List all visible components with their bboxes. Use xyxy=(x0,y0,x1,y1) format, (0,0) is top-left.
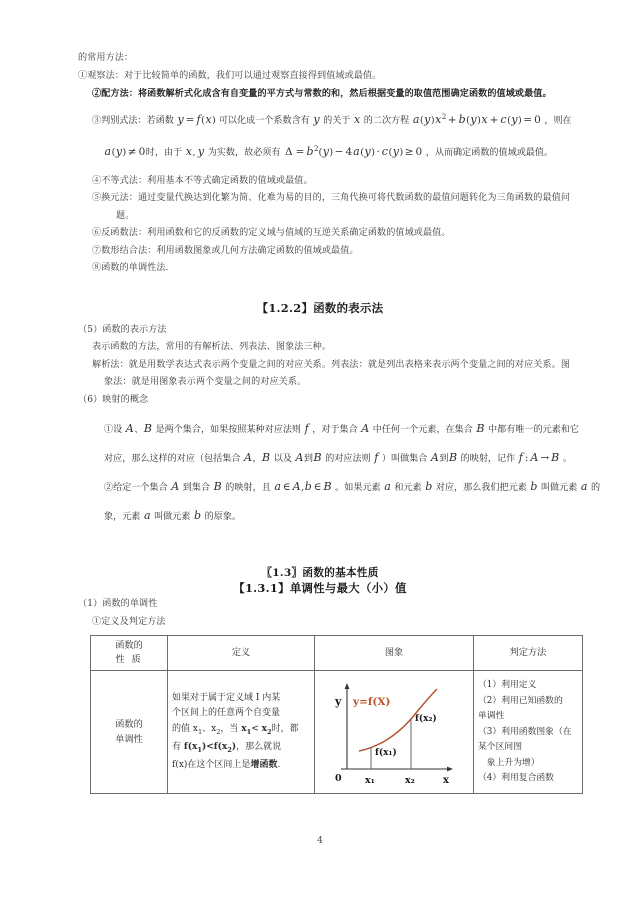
intro-line: 的常用方法： xyxy=(78,53,134,63)
x1-axis-label: x₁ xyxy=(365,775,375,787)
method-line-4: （3）利用函数图象（在 xyxy=(478,726,572,737)
x2-axis-label: x₂ xyxy=(405,775,415,787)
curve-label: y=f(X) xyxy=(353,696,391,709)
table-header-property xyxy=(91,636,168,671)
method-item-1: ①观察法：对于比较简单的函数，我们可以通过观察直接得到值域或最值。 xyxy=(78,70,382,81)
mapping-def-2-line-1: ②给定一个集合 A 到集合 B 的映射，且 a ∈ A,b ∈ B 。如果元素 a 和元素 b 对应，那么我们把元素 b 叫做元素 a 的 xyxy=(104,480,601,494)
cell-methods xyxy=(474,671,583,794)
cell-property-name xyxy=(91,671,168,794)
origin-label: 0 xyxy=(335,773,342,785)
cell-graph xyxy=(315,671,474,794)
definition-line-5: f(x)在这个区间上是增函数. xyxy=(172,760,281,771)
method-item-7: ⑦数形结合法：利用函数图象或几何方法确定函数的值域或最值。 xyxy=(92,245,359,256)
definition-line-2: 个区间上的任意两个自变量 xyxy=(172,708,281,719)
definition-line-3: 的值 $x_1$、$x_2$，当 $x_1< x_2$时，都 xyxy=(172,723,299,736)
table-header-property-line2: 性 质 xyxy=(115,654,143,666)
increasing-function-graph xyxy=(319,673,469,791)
item-1-label: （1）函数的单调性 xyxy=(78,599,158,610)
definition-bold-term: 增函数 xyxy=(250,760,278,771)
mapping-def-1-line-2: 对应，那么这样的对应（包括集合 A，B 以及 A到B 的对应法则 f ）叫做集合 A到B 的映射，记作 f : A → B 。 xyxy=(104,451,572,465)
table-header-property-line1: 函数的 xyxy=(115,640,143,652)
item-5-line-1: 表示函数的方法，常用的有解析法、列表法、图象法三种。 xyxy=(92,342,332,353)
y-axis-label: y xyxy=(335,695,342,709)
method-line-7: （4）利用复合函数 xyxy=(478,773,554,784)
page-content xyxy=(78,50,601,794)
fx2-label: f(x₂) xyxy=(415,714,437,725)
table-row xyxy=(91,671,583,794)
definition-line-1: 如果对于属于定义域 I 内某 xyxy=(172,692,281,703)
item-5-line-3: 象法：就是用图象表示两个变量之间的对应关系。 xyxy=(104,377,307,388)
method-line-5: 某个区间图 xyxy=(478,742,522,753)
fx1-label: f(x₁) xyxy=(375,748,397,759)
graph-svg xyxy=(319,673,469,791)
method-item-5-cont: 题。 xyxy=(116,210,135,221)
method-item-8: ⑧函数的单调性法. xyxy=(92,263,169,274)
method-item-2: ②配方法：将函数解析式化成含有自变量的平方式与常数的和，然后根据变量的取值范围确定函数的值域或最值。 xyxy=(92,88,552,99)
method-line-3: 单调性 xyxy=(478,711,505,722)
property-line-1: 函数的 xyxy=(115,719,143,731)
x-axis-arrow-icon xyxy=(447,767,453,772)
method-item-4: ④不等式法：利用基本不等式确定函数的值域或最值。 xyxy=(92,175,313,186)
monotonicity-table xyxy=(90,635,583,794)
method-line-6: 象上升为增） xyxy=(478,757,540,768)
discriminant-line-2: a(y) ≠ 0时，由于 x, y 为实数，故必须有 $\Delta = b^2(y) - 4a(y) \cdot c(y) \ge 0$ ，从而确定函数的值域或最值。 xyxy=(104,144,554,158)
heading-section-1-3-1: 【1.3.1】单调性与最大（小）值 xyxy=(233,581,407,596)
table-header-definition: 定义 xyxy=(168,636,315,671)
table-header-graph: 图象 xyxy=(315,636,474,671)
x-axis-label: x xyxy=(443,775,449,787)
heading-section-1-2-2: 【1.2.2】函数的表示法 xyxy=(256,300,384,315)
item-5-line-2: 解析法：就是用数学表达式表示两个变量之间的对应关系。列表法：就是列出表格来表示两个变量之间的对应关系。图 xyxy=(92,359,571,370)
table-header-method: 判定方法 xyxy=(474,636,583,671)
y-axis-arrow-icon xyxy=(345,683,350,689)
mapping-def-1-line-1: ①设 A、B 是两个集合，如果按照某种对应法则 f ，对于集合 A 中任何一个元素，在集合 B 中都有唯一的元素和它 xyxy=(104,422,579,436)
method-line-1: （1）利用定义 xyxy=(478,680,537,691)
heading-section-1-3: 〖1.3〗函数的基本性质 xyxy=(261,567,379,580)
table-header-row xyxy=(91,636,583,671)
page-number: 4 xyxy=(317,836,323,846)
mapping-def-2-line-2: 象，元素 a 叫做元素 b 的原象。 xyxy=(104,509,242,523)
method-line-2: （2）利用已知函数的 xyxy=(478,695,563,706)
monotonicity-table-wrapper xyxy=(78,631,572,794)
discriminant-line-1: ③判别式法：若函数 y = f(x) 可以化成一个系数含有 y 的关于 x 的二次方程 $a(y)x^2 + b(y)x + c(y) = 0$ ，则在 xyxy=(92,112,572,126)
item-1-sub-label: ①定义及判定方法 xyxy=(92,616,166,627)
item-6-label: （6）映射的概念 xyxy=(78,394,149,405)
property-line-2: 单调性 xyxy=(115,734,143,746)
method-item-6: ⑥反函数法：利用函数和它的反函数的定义域与值域的互逆关系确定函数的值域或最值。 xyxy=(92,228,451,239)
item-5-label: （5）函数的表示方法 xyxy=(78,324,167,335)
definition-line-4: 有 $f(x_1)<f(x_2)$，那么就说 xyxy=(172,742,282,754)
cell-definition xyxy=(168,671,315,794)
method-item-5: ⑤换元法：通过变量代换达到化繁为简、化难为易的目的，三角代换可将代数函数的最值问题转化为三角函数的最值问 xyxy=(92,193,571,204)
